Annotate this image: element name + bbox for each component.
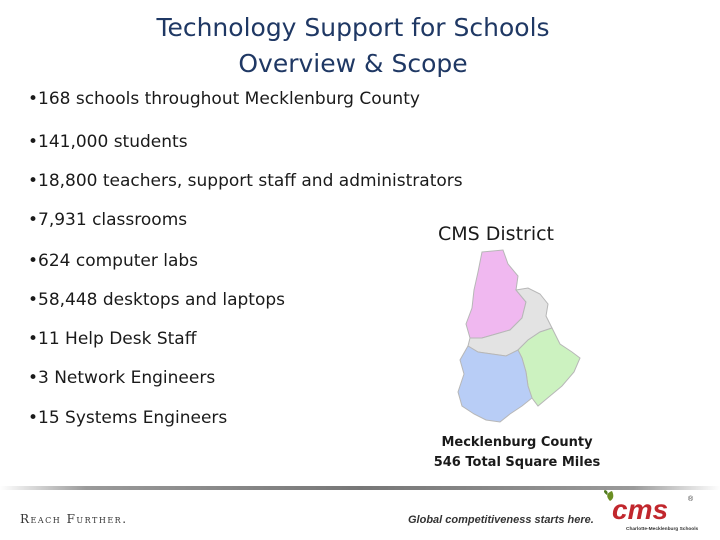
bullet-glyph: • (28, 329, 39, 349)
county-map (448, 246, 588, 426)
bullet-glyph: • (28, 290, 39, 310)
bullet-glyph: • (28, 408, 39, 428)
map-region-southwest (458, 346, 532, 422)
bullet-item (28, 170, 463, 192)
bullet-item (28, 289, 285, 311)
bullet-item (28, 131, 188, 153)
bullet-glyph: • (28, 251, 39, 271)
cms-logo-text: cms (612, 494, 669, 525)
bullet-item (28, 250, 198, 272)
bullet-item (28, 328, 196, 350)
bullet-text: 18,800 teachers, support staff and administrators (38, 171, 463, 191)
bullet-glyph: • (28, 210, 39, 230)
footer-slogan: Global competitiveness starts here. (408, 514, 594, 526)
bullet-text: 141,000 students (38, 132, 188, 152)
bullet-item (28, 209, 187, 231)
cms-logo-registered-mark: ® (688, 496, 694, 503)
bullet-glyph: • (28, 89, 39, 109)
slide-title-line-2: Overview & Scope (238, 49, 468, 78)
slide-title-line-1: Technology Support for Schools (156, 13, 550, 42)
bullet-glyph: • (28, 171, 39, 191)
bullet-text: 168 schools throughout Mecklenburg County (38, 89, 420, 109)
map-caption-county: Mecklenburg County (441, 435, 593, 450)
bullet-item (28, 88, 420, 110)
bullet-glyph: • (28, 132, 39, 152)
bullet-item (28, 407, 227, 429)
slide-title (0, 10, 706, 82)
bullet-text: 58,448 desktops and laptops (38, 290, 285, 310)
bullet-text: 3 Network Engineers (38, 368, 216, 388)
bullet-text: 15 Systems Engineers (38, 408, 228, 428)
map-title: CMS District (438, 223, 555, 245)
bullet-text: 7,931 classrooms (38, 210, 188, 230)
map-caption-area: 546 Total Square Miles (433, 455, 601, 470)
reach-further-tagline: Reach Further. (20, 512, 128, 526)
bullet-item (28, 367, 215, 389)
bullet-text: 11 Help Desk Staff (38, 329, 197, 349)
bullet-text: 624 computer labs (38, 251, 199, 271)
cms-logo-subtext: Charlotte-Mecklenburg Schools (626, 527, 699, 532)
cms-logo (602, 489, 714, 533)
bullet-glyph: • (28, 368, 39, 388)
map-caption (412, 433, 622, 473)
